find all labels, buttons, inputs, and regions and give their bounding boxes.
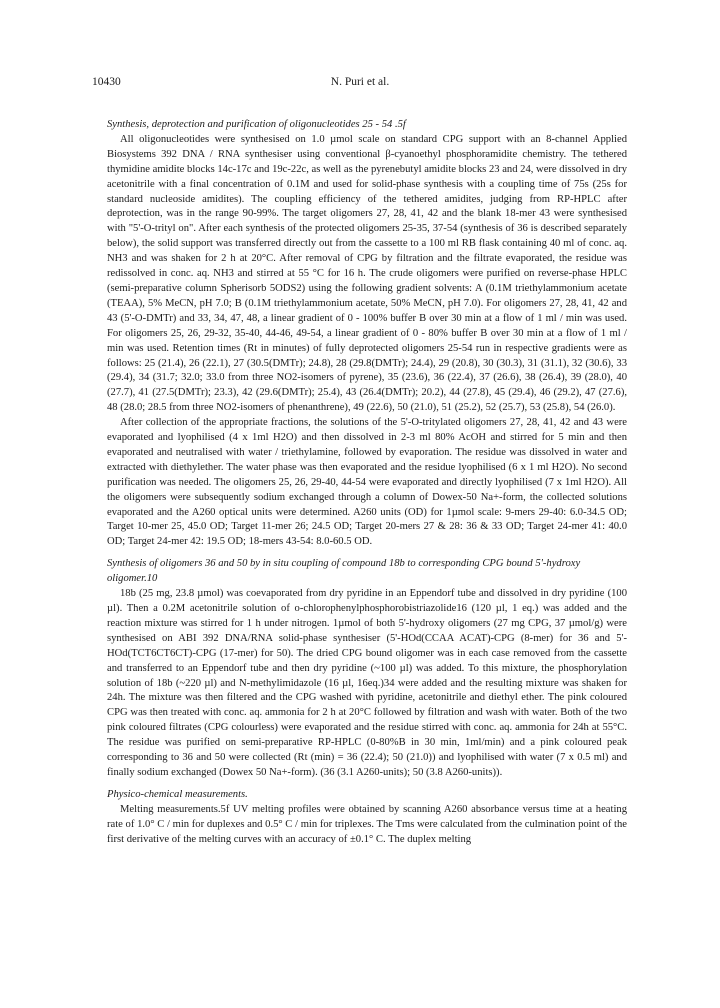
paragraph-in-situ-coupling: 18b (25 mg, 23.8 µmol) was coevaporated from dry pyridine in an Eppendorf tube and dissolved in dry pyridine (100 µl). Then a 0.2M acetonitrile solution of o-chlorophenylphosphorobistriazolide16 (120 µl, 1 eq.) was added and the reaction mixture was stirred for 1 h under nitrogen. 1µmol of both 5'-hydroxy oligomers (27 mg CPG, 37 µmol/g) were synthesised on ABI 392 DNA/RNA solid-phase synthesiser (5'-HOd(CCAA ACAT)-CPG (8-mer) for 36 and 5'-HOd(TCT6CT6CT)-CPG (17-mer) for 50). The dried CPG bound oligomer was in each case removed from the cassette and transferred to an Eppendorf tube and then dry pyridine (~100 µl) was added. To this mixture, the phosphorylation solution of 18b (~220 µl) and N-methylimidazole (16 µl, 16eq.)34 were added and the resulting mixture was shaken for 24h. The mixture was then filtered and the CPG washed with pyridine, acetonitrile and diethyl ether. The pink coloured CPG was then treated with conc. aq. ammonia for 2 h at 20°C followed by filtration and wash with water. Both of the two pink coloured filtrates (CPG colourless) were evaporated and the residue stirred with conc. aq. ammonia for 24h at 55°C. The residue was purified on semi-preparative RP-HPLC (0-80%B in 30 min, 1ml/min) and a pink coloured peak corresponding to 36 and 50 were collected (Rt (min) = 36 (22.4); 50 (21.0)) and lyophilised with water (7 x 0.5 ml) and finally sodium exchanged (Dowex 50 Na+-form). (36 (3.1 A260-units); 50 (3.8 A260-units)). xyxy=(107,588,627,778)
paragraph-oligonucleotide-synthesis: All oligonucleotides were synthesised on 1.0 µmol scale on standard CPG support with an 8-channel Applied Biosystems 392 DNA / RNA synthesiser using conventional β-cyanoethyl phosphoramidite chemistry. The tethered thymidine amidite blocks 14c-17c and 19c-22c, as well as the pyrenebutyl amidite blocks 23 and 24, were dissolved in dry acetonitrile with a final concentration of 0.1M and used for solid-phase synthesis with a coupling time of 75s (25s for standard nucleoside amidites). The coupling efficiency of the tethered amidites, judging from RP-HPLC after deprotection, was in the range 90-99%. The target oligomers 27, 28, 41, 42 and the blank 18-mer 43 were synthesised with "5'-O-trityl on". After each synthesis of the protected oligomers 25-35, 37-54 (synthesis of 36 is described separately below), the solid support was transferred directly out from the cassette to a 100 ml RB flask containing 40 ml of conc. aq. NH3 and was shaken for 2 h at 20°C. After removal of CPG by filtration and the filtrate evaporated, the residue was redissolved in conc. aq. NH3 and stirred at 55 °C for 16 h. The crude oligomers were purified on reverse-phase HPLC (semi-preparative column Spherisorb 5ODS2) using the following gradient solvents: A (0.1M triethylammonium acetate (TEAA), 5% MeCN, pH 7.0; B (0.1M triethylammonium acetate, 50% MeCN, pH 7.0). For oligomers 27, 28, 41, 42 and 43 (5'-O-DMTr) and 33, 34, 47, 48, a linear gradient of 0 - 100% buffer B over 30 min at a flow of 1 ml / min was used. For oligomers 25, 26, 29-32, 35-40, 44-46, 49-54, a linear gradient of 0 - 80% buffer B over 30 min at a flow of 1 ml / min was used. Retention times (Rt in minutes) of fully deprotected oligomers 25-54 run in respective gradients were as follows: 25 (21.4), 26 (22.1), 27 (30.5(DMTr); 24.8), 28 (29.8(DMTr); 24.4), 29 (20.8), 30 (30.3), 31 (31.1), 32 (30.6), 33 (29.4), 34 (31.7; 32.0; 33.0 from three NO2-isomers of pyrene), 35 (23.6), 36 (22.4), 37 (26.6), 38 (26.4), 39 (28.0), 40 (27.7), 41 (27.5(DMTr); 23.3), 42 (29.6(DMTr); 25.4), 43 (26.4(DMTr); 20.2), 44 (27.8), 45 (29.4), 46 (29.2), 47 (27.6), 48 (28.0; 28.5 from three NO2-isomers of phenanthrene), 49 (22.6), 50 (21.0), 51 (25.2), 52 (25.7), 53 (25.8), 54 (26.0). xyxy=(107,133,627,414)
page-number: 10430 xyxy=(92,76,121,88)
page-header xyxy=(92,76,628,92)
article-body xyxy=(107,118,627,848)
section-heading-synthesis: Synthesis, deprotection and purification of oligonucleotides 25 - 54 .5f xyxy=(107,119,406,130)
section-heading-physico-chemical: Physico-chemical measurements. xyxy=(107,788,248,800)
paragraph-melting-measurements: Melting measurements.5f UV melting profiles were obtained by scanning A260 absorbance versus time at a heating rate of 1.0° C / min for duplexes and 0.5° C / min for triplexes. The Tms were calculated from the culmination point of the first derivative of the melting curves with an accuracy of ±0.1° C. The duplex melting xyxy=(107,803,627,845)
section-heading-in-situ-coupling: Synthesis of oligomers 36 and 50 by in situ coupling of compound 18b to corresponding CPG bound 5'-hydroxy oligomer.10 xyxy=(107,558,581,585)
paragraph-trityl-removal: After collection of the appropriate fractions, the solutions of the 5'-O-tritylated oligomers 27, 28, 41, 42 and 43 were evaporated and lyophilised (4 x 1ml H2O) and then dissolved in 2-3 ml 80% AcOH and stirred for 5 min and then evaporated and neutralised with water / triethylamine, followed by evaporation. The residue was dissolved in water and extracted with diethylether. The water phase was then evaporated and the residue lyophilised (6 x 1 ml H2O). No second purification was needed. The oligomers 25, 26, 29-40, 44-54 were evaporated and directly lyophilised (7 x 1ml H2O). All the oligomers were subsequently sodium exchanged through a column of Dowex-50 Na+-form, the collected solutions evaporated and the A260 optical units were determined. A260 units (OD) for 1µmol scale: 9-mers 29-40: 6.0-34.5 OD; Target 10-mer 25, 45.0 OD; Target 11-mer 26; 24.5 OD; Target 20-mers 27 & 28: 36 & 33 OD; Target 24-mer 41: 40.0 OD; Target 24-mer 42: 19.5 OD; 18-mers 43-54: 8.0-60.5 OD. xyxy=(107,417,627,548)
running-head: N. Puri et al. xyxy=(330,76,390,88)
